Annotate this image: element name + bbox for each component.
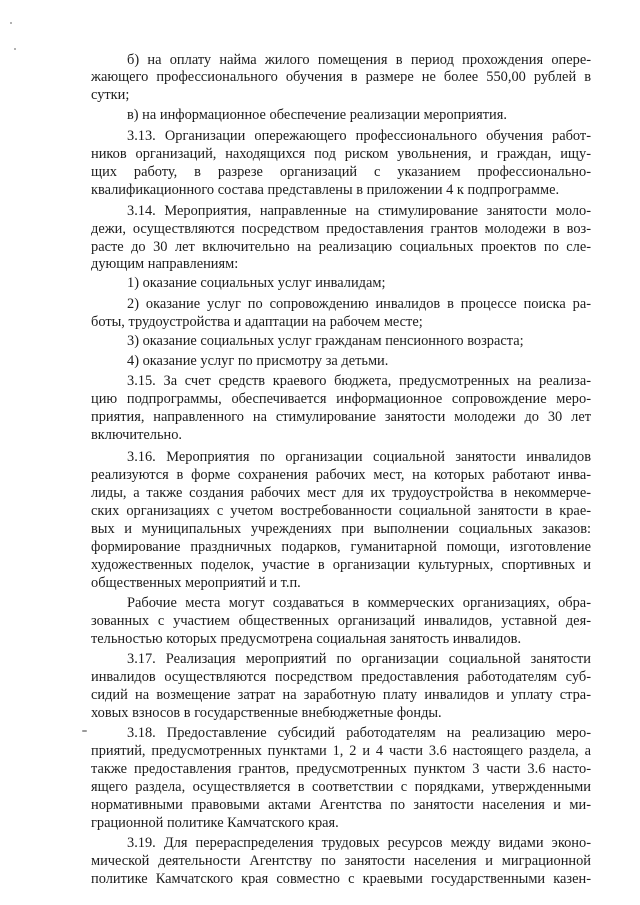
paragraph-line: 3.19. Для перераспределения трудовых ресурсов между видами эконо- — [127, 835, 591, 851]
paragraph-line: ских организациях с учетом востребованности социальной занятости в крае- — [91, 503, 591, 519]
paragraph-line: также предоставления грантов, предусмотренных пунктом 3 части 3.6 насто- — [91, 761, 591, 777]
paragraph-line: лиды, а также создания рабочих мест для их трудоустройства в некоммерче- — [91, 485, 591, 501]
paragraph-line: б) на оплату найма жилого помещения в период прохождения опере- — [127, 52, 591, 68]
list-item: 1) оказание социальных услуг инвалидам; — [127, 275, 386, 291]
paragraph-line: 3.18. Предоставление субсидий работодателям на реализацию меро- — [127, 725, 591, 741]
paragraph-line: общественных мероприятий и т.п. — [91, 575, 301, 591]
paragraph-line: реализуются в форме сохранения рабочих мест, на которых работают инва- — [91, 467, 591, 483]
paragraph-line: дежи, осуществляются посредством предоставления грантов молодежи в воз- — [91, 221, 591, 237]
paragraph-line: включительно. — [91, 427, 183, 443]
paragraph-line: 3.16. Мероприятия по организации социальной занятости инвалидов — [127, 449, 591, 465]
paragraph-line: тельностью которых предусмотрена социальная занятость инвалидов. — [91, 631, 522, 647]
paragraph-line: цию подпрограммы, обеспечивается информационное сопровождение меро- — [91, 391, 591, 407]
list-item: 2) оказание услуг по сопровождению инвалидов в процессе поиска ра- — [127, 296, 591, 312]
paragraph-line: ховых взносов в государственные внебюджетные фонды. — [91, 705, 442, 721]
paragraph-line: художественных поделок, участие в организации культурных, спортивных и — [91, 557, 591, 573]
paragraph-line: квалификационного состава представлены в приложении 4 к подпрограмме. — [91, 182, 560, 198]
paragraph-line: грационной политике Камчатского края. — [91, 815, 339, 831]
paragraph-line: жающего профессионального обучения в размере не более 550,00 рублей в — [91, 69, 591, 85]
paragraph-line: нормативными правовыми актами Агентства по занятости населения и ми- — [91, 797, 591, 813]
paragraph-line: щих работу, в разрезе организаций с указанием профессионально- — [91, 164, 591, 180]
paragraph-line: зованных с участием общественных организаций инвалидов, уставной дея- — [91, 613, 591, 629]
scan-speck — [82, 730, 87, 732]
scan-speck — [10, 22, 12, 24]
paragraph-line: расте до 30 лет включительно на реализацию социальных проектов по сле- — [91, 239, 591, 255]
scan-speck — [14, 48, 16, 50]
paragraph-line: боты, трудоустройства и адаптации на рабочем месте; — [91, 314, 423, 330]
paragraph-line: 3.17. Реализация мероприятий по организации социальной занятости — [127, 651, 591, 667]
paragraph-line: мической деятельности Агентству по занятости населения и миграционной — [91, 853, 591, 869]
paragraph-line: формирование праздничных подарков, гуманитарной помощи, изготовление — [91, 539, 591, 555]
paragraph-line: приятия, направленного на стимулирование занятости молодежи до 30 лет — [91, 409, 591, 425]
paragraph-line: сидий на возмещение затрат на заработную плату инвалидов и уплату стра- — [91, 687, 591, 703]
paragraph-line: инвалидов осуществляются посредством предоставления работодателям суб- — [91, 669, 591, 685]
paragraph-line: политике Камчатского края совместно с краевыми государственными казен- — [91, 871, 591, 887]
paragraph-line: 3.13. Организации опережающего профессионального обучения работ- — [127, 128, 591, 144]
list-item: 3) оказание социальных услуг гражданам пенсионного возраста; — [127, 333, 524, 349]
paragraph-line: вых и муниципальных учреждениях при выполнении социальных заказов: — [91, 521, 591, 537]
paragraph-line: сутки; — [91, 87, 130, 103]
paragraph-line: в) на информационное обеспечение реализации мероприятия. — [127, 107, 507, 123]
paragraph-line: 3.14. Мероприятия, направленные на стимулирование занятости моло- — [127, 203, 591, 219]
paragraph-line: 3.15. За счет средств краевого бюджета, предусмотренных на реализа- — [127, 373, 591, 389]
list-item: 4) оказание услуг по присмотру за детьми. — [127, 353, 389, 369]
paragraph-line: приятий, предусмотренных пунктами 1, 2 и 4 части 3.6 настоящего раздела, а — [91, 743, 591, 759]
paragraph-line: Рабочие места могут создаваться в коммерческих организациях, обра- — [127, 595, 591, 611]
paragraph-line: ников организаций, находящихся под риском увольнения, и граждан, ищу- — [91, 146, 591, 162]
paragraph-line: дующим направлениям: — [91, 256, 239, 272]
paragraph-line: ящего раздела, осуществляется в соответствии с порядками, утвержденными — [91, 779, 591, 795]
